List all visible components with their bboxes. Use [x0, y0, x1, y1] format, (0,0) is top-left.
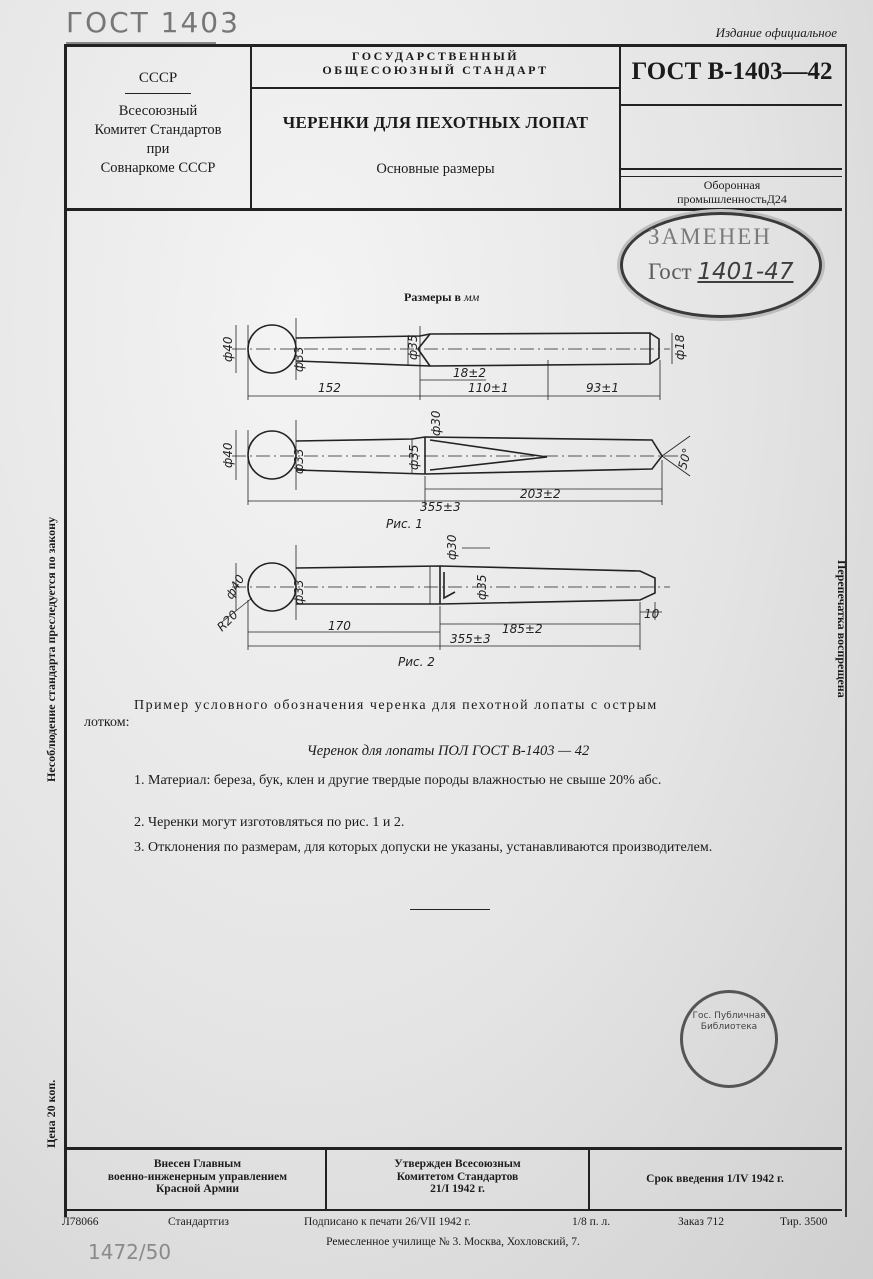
standard-type: ГОСУДАРСТВЕННЫЙ ОБЩЕСОЮЗНЫЙ СТАНДАРТ [322, 49, 549, 77]
print-signed: Подписано к печати 26/VII 1942 г. [304, 1216, 471, 1228]
print-order: Заказ 712 [678, 1216, 725, 1228]
department-group: Оборонная промышленностьД24 [677, 178, 787, 206]
dim-label: 355±3 [450, 632, 491, 646]
dim-label: 170 [328, 619, 351, 633]
dim-label: ф33 [292, 448, 306, 474]
example-intro: Пример условного обозначения черенка для пехотной лопаты с острым [134, 698, 658, 713]
designation-example: Черенок для лопаты ПОЛ ГОСТ В-1403 — 42 [306, 743, 590, 759]
example-intro-end: лотком: [84, 715, 130, 730]
edition-note: Издание официальное [715, 25, 837, 40]
dim-label: ф35 [475, 574, 489, 600]
authority-country: СССР [138, 70, 178, 86]
authority-line: Совнаркоме СССР [100, 160, 216, 176]
figure-caption: Рис. 1 [386, 517, 423, 531]
print-sheets: 1/8 п. л. [572, 1216, 611, 1228]
dim-label: 93±1 [586, 381, 619, 395]
item-figures: 2. Черенки могут изготовляться по рис. 1 и 2. [134, 815, 405, 830]
units-caption: Размеры в мм [404, 290, 480, 304]
footer-bottom-line [64, 1209, 842, 1211]
dim-label: 185±2 [502, 622, 543, 636]
dim-label: ф40 [221, 336, 235, 362]
footer-top-line [64, 1147, 842, 1150]
dim-label: R20 [214, 607, 241, 635]
dim-label: 18±2 [453, 366, 486, 380]
document-title: ЧЕРЕНКИ ДЛЯ ПЕХОТНЫХ ЛОПАТ [282, 113, 589, 132]
replaced-stamp-line1: ЗАМЕНЕН [648, 224, 772, 249]
dim-label: ф18 [673, 334, 687, 360]
figure-caption: Рис. 2 [398, 655, 435, 669]
reprint-warning: Перепечатка воспрещена [835, 560, 849, 698]
dim-label: ф30 [429, 410, 443, 436]
footer-approved-by: Утвержден Всесоюзным Комитетом Стандартов 21/I 1942 г. [394, 1158, 521, 1195]
handwritten-note-bottom: 1472/50 [88, 1240, 172, 1264]
footer-effective-date: Срок введения 1/IV 1942 г. [646, 1173, 784, 1185]
item-tolerances: 3. Отклонения по размерам, для которых допуски не указаны, устанавливаются производителем. [134, 840, 713, 855]
handwritten-note-top: ГОСТ 1403 [66, 6, 240, 39]
dim-label: 110±1 [468, 381, 509, 395]
item-material: 1. Материал: береза, бук, клен и другие твердые породы влажностью не свыше 20% абс. [134, 773, 662, 788]
dim-label: ф30 [445, 534, 459, 560]
dim-label: ф33 [292, 346, 306, 372]
dim-label: 152 [318, 381, 341, 395]
print-publisher: Стандартгиз [168, 1216, 229, 1228]
footer-introduced-by: Внесен Главным военно-инженерным управлением Красной Армии [107, 1158, 288, 1195]
dim-label: ф33 [292, 579, 306, 605]
replaced-stamp-line2: Гост 1401-47 [648, 259, 794, 285]
legal-warning: Несоблюдение стандарта преследуется по закону [44, 516, 58, 782]
dim-label: 50° [675, 446, 695, 471]
price-label: Цена 20 коп. [44, 1079, 58, 1148]
gost-number: ГОСТ В-1403—42 [631, 58, 833, 85]
document-subtitle: Основные размеры [376, 161, 495, 177]
dim-label: ф35 [406, 334, 420, 360]
printer-info: Ремесленное училище № 3. Москва, Хохловский, 7. [326, 1236, 580, 1248]
dim-label: ф35 [407, 444, 421, 470]
authority-line: Всесоюзный [118, 103, 198, 119]
dim-label: ф40 [221, 442, 235, 468]
library-stamp: Гос. Публичная Библиотека [680, 990, 778, 1088]
dim-label: ф40 [222, 572, 248, 602]
authority-line: Комитет Стандартов [94, 122, 222, 138]
end-rule [410, 909, 490, 910]
dim-label: 10 [644, 607, 660, 621]
dim-label: 203±2 [520, 487, 561, 501]
dim-label: 355±3 [420, 500, 461, 514]
print-run: Тир. 3500 [780, 1216, 828, 1228]
print-code: Л78066 [62, 1216, 99, 1228]
authority-line: при [146, 141, 170, 157]
